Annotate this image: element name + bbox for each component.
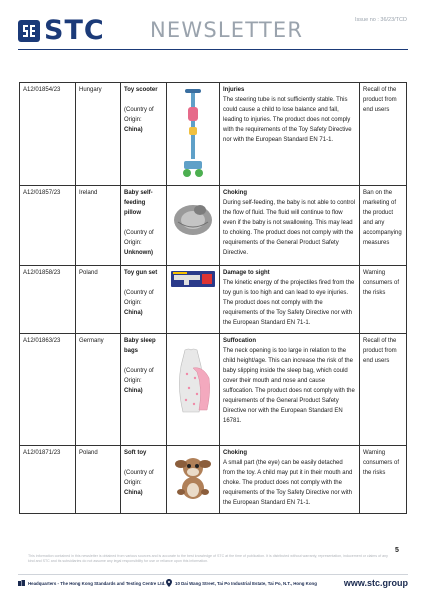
origin-label: (Country of Origin: [124,470,154,486]
country-cell: Hungary [76,83,121,186]
product-name: Toy scooter [124,87,158,93]
country-cell: Germany [76,334,121,446]
table-row [20,266,407,334]
risk-cell [220,186,360,266]
sleep-bags-image [167,334,220,446]
origin-value: China) [124,388,143,394]
risk-title: Choking [223,190,247,196]
headquarters-text: Headquarters - The Hong Kong Standards and Testing Centre Ltd. [28,581,166,586]
measure-cell: Ban on the marketing of the product and any accompanying measures [360,186,407,266]
origin-value: China) [124,490,143,496]
feeding-pillow-image [167,186,220,266]
building-icon [18,580,25,586]
origin-label: (Country of Origin: [124,230,154,246]
origin-label: (Country of Origin: [124,107,154,123]
product-cell [121,266,167,334]
measure-cell: Warning consumers of the risks [360,266,407,334]
origin-value: Unknown) [124,250,153,256]
risk-text: The steering tube is not sufficiently stable. This could cause a child to lose balance and fall, leading to injuries. The product does not comply with the requirements of the Toy Safety Directive nor with the European Standard EN 71-1. [223,97,352,143]
risk-title: Damage to sight [223,270,270,276]
country-cell: Poland [76,446,121,514]
page-number: 5 [395,547,399,554]
product-cell [121,446,167,514]
location-pin-icon [166,579,172,587]
issue-number: Issue no : 36/23/TCD [355,17,407,23]
measure-cell: Recall of the product from end users [360,83,407,186]
risk-title: Suffocation [223,338,256,344]
disclaimer: This information contained in this newsletter is obtained from various sources and is accurate to the best knowledge of STC at the time of publication. It is distributed without warranty, representation, inducement or claims of any kind and STC and its subsidiaries do not assume any legal responsibility for use or reliance upon this information. [28,554,388,563]
table-row [20,186,407,266]
country-cell: Poland [76,266,121,334]
measure-cell: Warning consumers of the risks [360,446,407,514]
table-row [20,83,407,186]
risk-text: A small part (the eye) can be easily detached from the toy. A child may put it in their mouth and choke. The product does not comply with the requirements of the Toy Safety Directive nor with the European Standard EN 71-1. [223,460,353,506]
website-link[interactable]: www.stc.group [343,578,408,588]
logo-text: STC [44,15,105,46]
product-name: Baby sleep bags [124,338,156,354]
risk-text: During self-feeding, the baby is not able to control the flow of fluid. The fluid will continue to flow even if the baby is not swallowing. This may lead to choking. The product does not comply with the requirements of the General Product Safety Directive. [223,200,356,256]
ref-cell: A12/01858/23 [20,266,76,334]
header-divider [18,49,408,50]
soft-toy-image [167,446,220,514]
footer-divider [18,574,408,575]
risk-title: Injuries [223,87,245,93]
risk-text: The neck opening is too large in relation to the child height/age. This can increase the risk of the baby slipping inside the sleep bag, which could cover their mouth and nose and cause suffocation. The product does not comply with the requirements of the General Product Safety Directive nor with the European Standard EN 16781. [223,348,355,424]
risk-cell [220,266,360,334]
origin-value: China) [124,310,143,316]
table-row [20,446,407,514]
newsletter-title: NEWSLETTER [150,18,304,42]
product-cell [121,83,167,186]
newsletter-header [0,0,425,50]
product-name: Baby self-feeding pillow [124,190,153,216]
toy-scooter-image [167,83,220,186]
address-text: 10 Dai Wang Street, Tai Po Industrial Estate, Tai Po, N.T., Hong Kong [175,581,317,586]
ref-cell: A12/01863/23 [20,334,76,446]
origin-label: (Country of Origin: [124,290,154,306]
origin-label: (Country of Origin: [124,368,154,384]
ref-cell: A12/01871/23 [20,446,76,514]
product-name: Soft toy [124,450,147,456]
origin-value: China) [124,127,143,133]
measure-cell: Recall of the product from end users [360,334,407,446]
product-cell [121,186,167,266]
stc-logo-icon [18,20,40,42]
recall-table [19,82,407,514]
risk-cell [220,446,360,514]
risk-cell [220,334,360,446]
table-row [20,334,407,446]
risk-text: The kinetic energy of the projectiles fired from the toy gun is too high and can lead to eye injuries. The product does not comply with the requirements of the Toy Safety Directive nor with the European Standard EN 71-1. [223,280,355,326]
risk-cell [220,83,360,186]
risk-title: Choking [223,450,247,456]
ref-cell: A12/01857/23 [20,186,76,266]
product-cell [121,334,167,446]
country-cell: Ireland [76,186,121,266]
ref-cell: A12/01854/23 [20,83,76,186]
toy-gun-image [167,266,220,334]
product-name: Toy gun set [124,270,158,276]
footer-bar [18,578,408,592]
